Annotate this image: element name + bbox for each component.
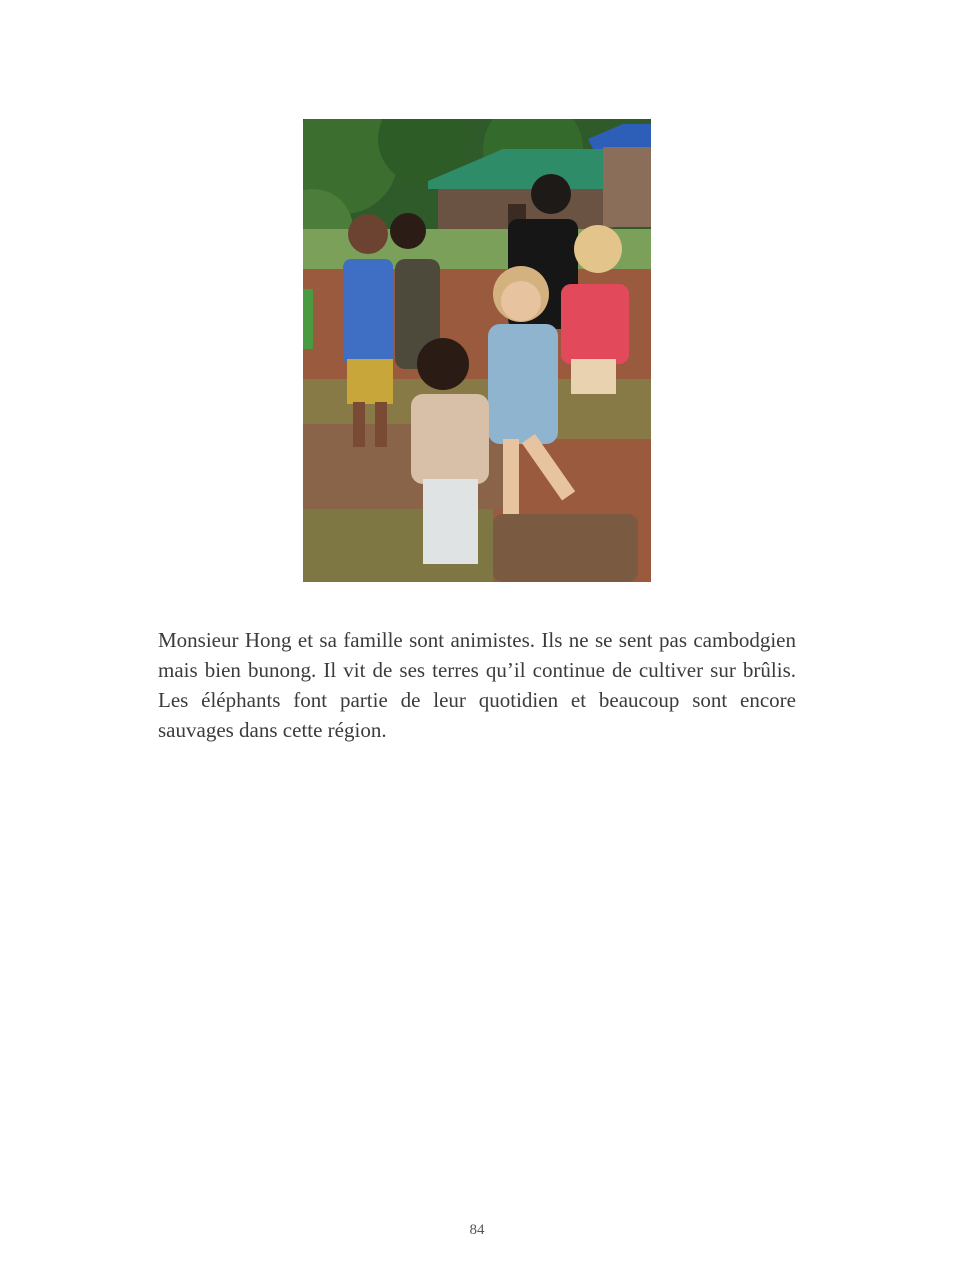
photo-illustration <box>303 119 651 582</box>
body-paragraph: Monsieur Hong et sa famille sont animistes. Ils ne se sent pas cambodgien mais bien bunong. Il vit de ses terres qu’il continue de cultiver sur brûlis. Les éléphants font partie de leur quotidien et beaucoup sont encore sauvages dans cette région. <box>158 628 796 742</box>
photo-children-village <box>303 119 651 582</box>
page-number: 84 <box>469 1222 485 1238</box>
